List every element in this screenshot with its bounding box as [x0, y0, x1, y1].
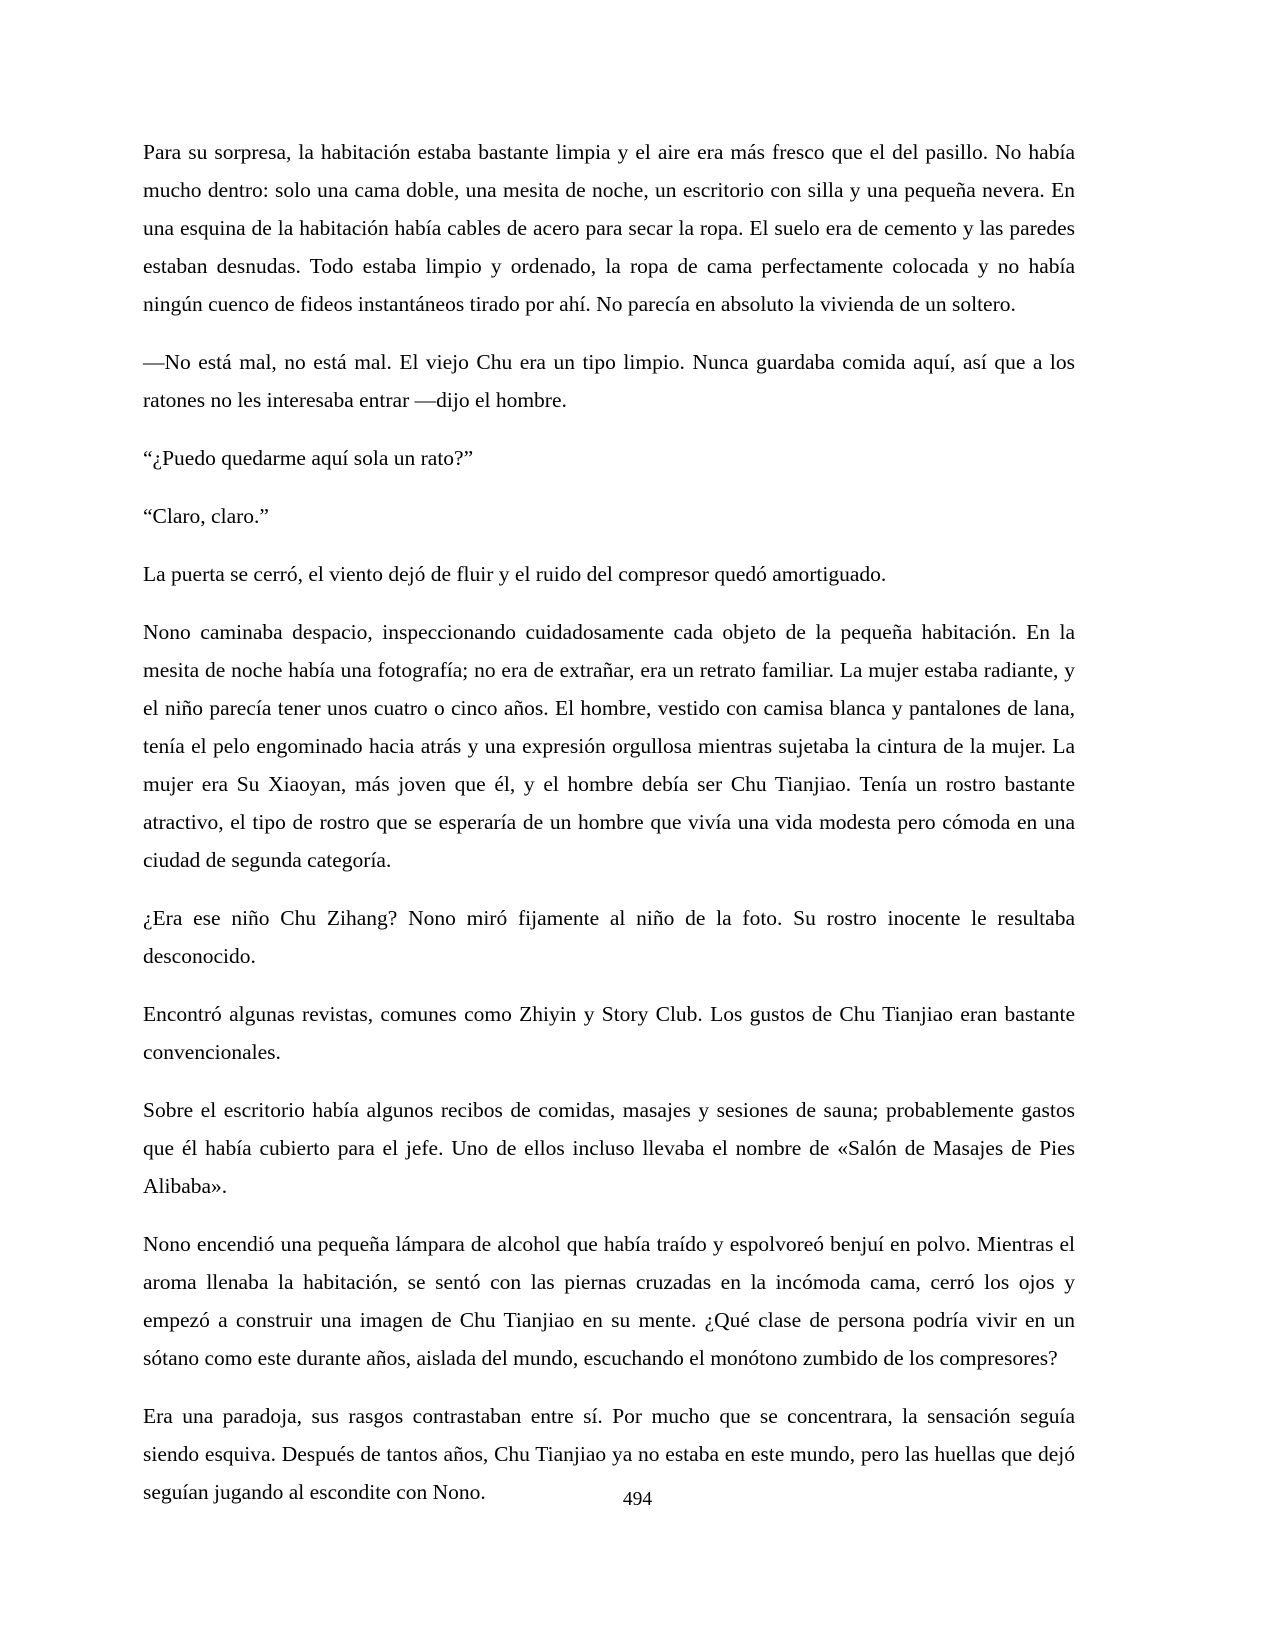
paragraph: La puerta se cerró, el viento dejó de fluir y el ruido del compresor quedó amortiguado.: [143, 562, 887, 586]
paragraph: Nono encendió una pequeña lámpara de alcohol que había traído y espolvoreó benjuí en polvo. Mientras el aroma llenaba la habitación, se sentó con las piernas cruzadas en la incómoda cama, cerró los ojos y empezó a construir una imagen de Chu Tianjiao en su mente. ¿Qué clase de persona podría vivir en un sótano como este durante años, aislada del mundo, escuchando el monótono zumbido de los compresores?: [143, 1232, 1075, 1370]
paragraph: Para su sorpresa, la habitación estaba bastante limpia y el aire era más fresco que el del pasillo. No había mucho dentro: solo una cama doble, una mesita de noche, un escritorio con silla y una pequeña nevera. En una esquina de la habitación había cables de acero para secar la ropa. El suelo era de cemento y las paredes estaban desnudas. Todo estaba limpio y ordenado, la ropa de cama perfectamente colocada y no había ningún cuenco de fideos instantáneos tirado por ahí. No parecía en absoluto la vivienda de un soltero.: [143, 140, 1075, 316]
paragraph: ¿Era ese niño Chu Zihang? Nono miró fijamente al niño de la foto. Su rostro inocente le resultaba desconocido.: [143, 906, 1075, 968]
paragraph: Nono caminaba despacio, inspeccionando cuidadosamente cada objeto de la pequeña habitación. En la mesita de noche había una fotografía; no era de extrañar, era un retrato familiar. La mujer estaba radiante, y el niño parecía tener unos cuatro o cinco años. El hombre, vestido con camisa blanca y pantalones de lana, tenía el pelo engominado hacia atrás y una expresión orgullosa mientras sujetaba la cintura de la mujer. La mujer era Su Xiaoyan, más joven que él, y el hombre debía ser Chu Tianjiao. Tenía un rostro bastante atractivo, el tipo de rostro que se esperaría de un hombre que vivía una vida modesta pero cómoda en una ciudad de segunda categoría.: [143, 620, 1075, 872]
paragraph: —No está mal, no está mal. El viejo Chu era un tipo limpio. Nunca guardaba comida aquí, así que a los ratones no les interesaba entrar —dijo el hombre.: [143, 350, 1075, 412]
paragraph: Encontró algunas revistas, comunes como Zhiyin y Story Club. Los gustos de Chu Tianjiao eran bastante convencionales.: [143, 1002, 1075, 1064]
page-body-text: [143, 133, 1075, 1511]
paragraph: “Claro, claro.”: [143, 504, 269, 528]
paragraph: Sobre el escritorio había algunos recibos de comidas, masajes y sesiones de sauna; probablemente gastos que él había cubierto para el jefe. Uno de ellos incluso llevaba el nombre de «Salón de Masajes de Pies Alibaba».: [143, 1098, 1075, 1198]
paragraph: Era una paradoja, sus rasgos contrastaban entre sí. Por mucho que se concentrara, la sensación seguía siendo esquiva. Después de tantos años, Chu Tianjiao ya no estaba en este mundo, pero las huellas que dejó seguían jugando al escondite con Nono.: [143, 1404, 1075, 1504]
paragraph: “¿Puedo quedarme aquí sola un rato?”: [143, 446, 474, 470]
page-number: 494: [622, 1489, 653, 1510]
